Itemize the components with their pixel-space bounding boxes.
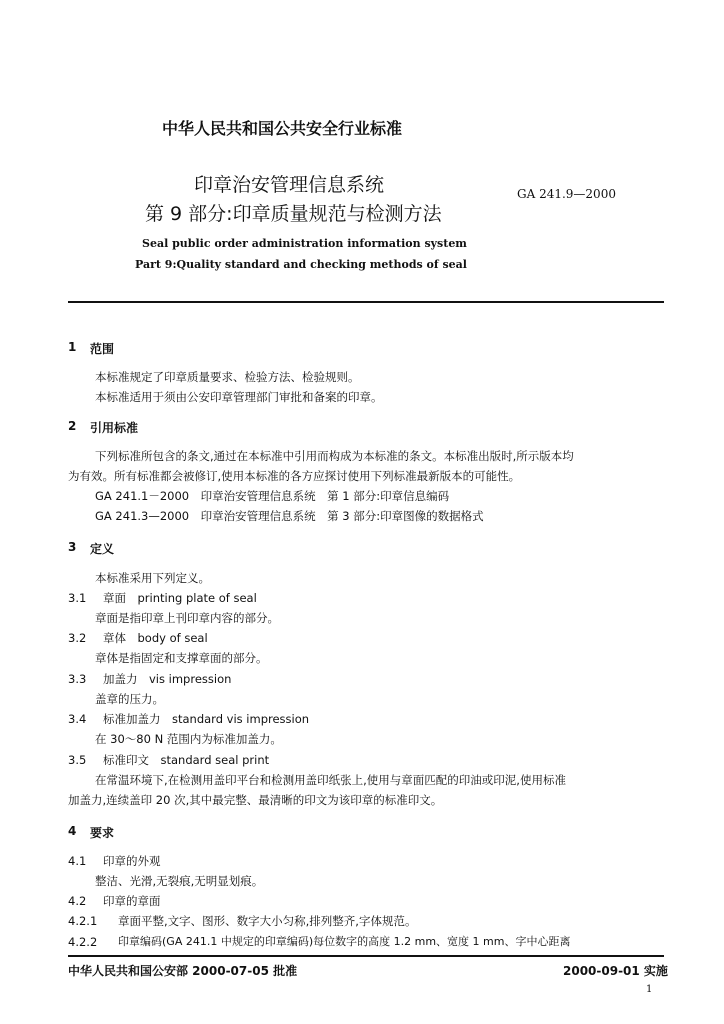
definition-3-5-number: 3.5 — [68, 753, 87, 767]
definition-3-4-term: 标准加盖力 standard vis impression — [103, 712, 310, 726]
section-1-paragraph-2: 本标准适用于须由公安印章管理部门审批和备案的印章。 — [95, 390, 383, 404]
clause-4-2-2-text: 印章编码(GA 241.1 中规定的印章编码)每位数字的高度 1.2 mm、宽度 1 mm、字中心距离 — [118, 935, 571, 948]
section-2-number: 2 — [68, 419, 77, 433]
definition-3-3-number: 3.3 — [68, 672, 87, 686]
reference-ga-241-3: GA 241.3—2000 印章治安管理信息系统 第 3 部分:印章图像的数据格式 — [95, 509, 484, 523]
footer-issued-by: 中华人民共和国公安部 2000-07-05 批准 — [68, 964, 298, 978]
definition-3-4-text: 在 30～80 N 范围内为标准加盖力。 — [95, 732, 282, 746]
clause-4-2-number: 4.2 — [68, 894, 87, 908]
clause-4-1-text: 整洁、光滑,无裂痕,无明显划痕。 — [95, 874, 264, 888]
footer-divider — [68, 955, 664, 957]
definition-3-1-text: 章面是指印章上刊印章内容的部分。 — [95, 611, 279, 625]
definition-3-5-text-line2: 加盖力,连续盖印 20 次,其中最完整、最清晰的印文为该印章的标准印文。 — [68, 793, 443, 807]
document-title-line2: 第 9 部分:印章质量规范与检测方法 — [145, 203, 442, 225]
section-3-heading: 定义 — [90, 542, 115, 556]
section-1-paragraph-1: 本标准规定了印章质量要求、检验方法、检验规则。 — [95, 370, 360, 384]
document-title-line1: 印章治安管理信息系统 — [194, 174, 385, 196]
clause-4-1-number: 4.1 — [68, 854, 87, 868]
definition-3-1-number: 3.1 — [68, 591, 87, 605]
section-2-paragraph-line2: 为有效。所有标准都会被修订,使用本标准的各方应探讨使用下列标准最新版本的可能性。 — [68, 469, 521, 483]
clause-4-2-2-number: 4.2.2 — [68, 935, 98, 949]
section-1-heading: 范围 — [90, 342, 115, 356]
definition-3-3-term: 加盖力 vis impression — [103, 672, 232, 686]
section-1-number: 1 — [68, 340, 77, 354]
definition-3-1-term: 章面 printing plate of seal — [103, 591, 257, 605]
definition-3-5-term: 标准印文 standard seal print — [103, 753, 270, 767]
clause-4-1-title: 印章的外观 — [103, 854, 161, 868]
section-2-heading: 引用标准 — [90, 421, 139, 435]
issuing-org-title: 中华人民共和国公共安全行业标准 — [162, 119, 403, 138]
english-title-line1: Seal public order administration information system — [142, 237, 467, 250]
definition-3-2-term: 章体 body of seal — [103, 631, 208, 645]
section-2-paragraph-line1: 下列标准所包含的条文,通过在本标准中引用而构成为本标准的条文。本标准出版时,所示版本均 — [95, 449, 574, 463]
section-4-number: 4 — [68, 824, 77, 838]
header-divider — [68, 301, 664, 303]
section-3-intro: 本标准采用下列定义。 — [95, 571, 210, 585]
section-3-number: 3 — [68, 540, 77, 554]
page-number: 1 — [646, 984, 653, 995]
definition-3-3-text: 盖章的压力。 — [95, 692, 164, 706]
footer-effective-date: 2000-09-01 实施 — [563, 964, 668, 978]
clause-4-2-1-text: 章面平整,文字、图形、数字大小匀称,排列整齐,字体规范。 — [118, 914, 417, 928]
definition-3-4-number: 3.4 — [68, 712, 87, 726]
definition-3-5-text-line1: 在常温环境下,在检测用盖印平台和检测用盖印纸张上,使用与章面匹配的印油或印泥,使用标准 — [95, 773, 566, 787]
section-4-heading: 要求 — [90, 826, 115, 840]
english-title-line2: Part 9:Quality standard and checking methods of seal — [135, 258, 467, 271]
definition-3-2-number: 3.2 — [68, 631, 87, 645]
definition-3-2-text: 章体是指固定和支撑章面的部分。 — [95, 651, 268, 665]
reference-ga-241-1: GA 241.1－2000 印章治安管理信息系统 第 1 部分:印章信息编码 — [95, 489, 450, 503]
clause-4-2-1-number: 4.2.1 — [68, 914, 98, 928]
standard-code: GA 241.9—2000 — [517, 187, 616, 201]
clause-4-2-title: 印章的章面 — [103, 894, 161, 908]
